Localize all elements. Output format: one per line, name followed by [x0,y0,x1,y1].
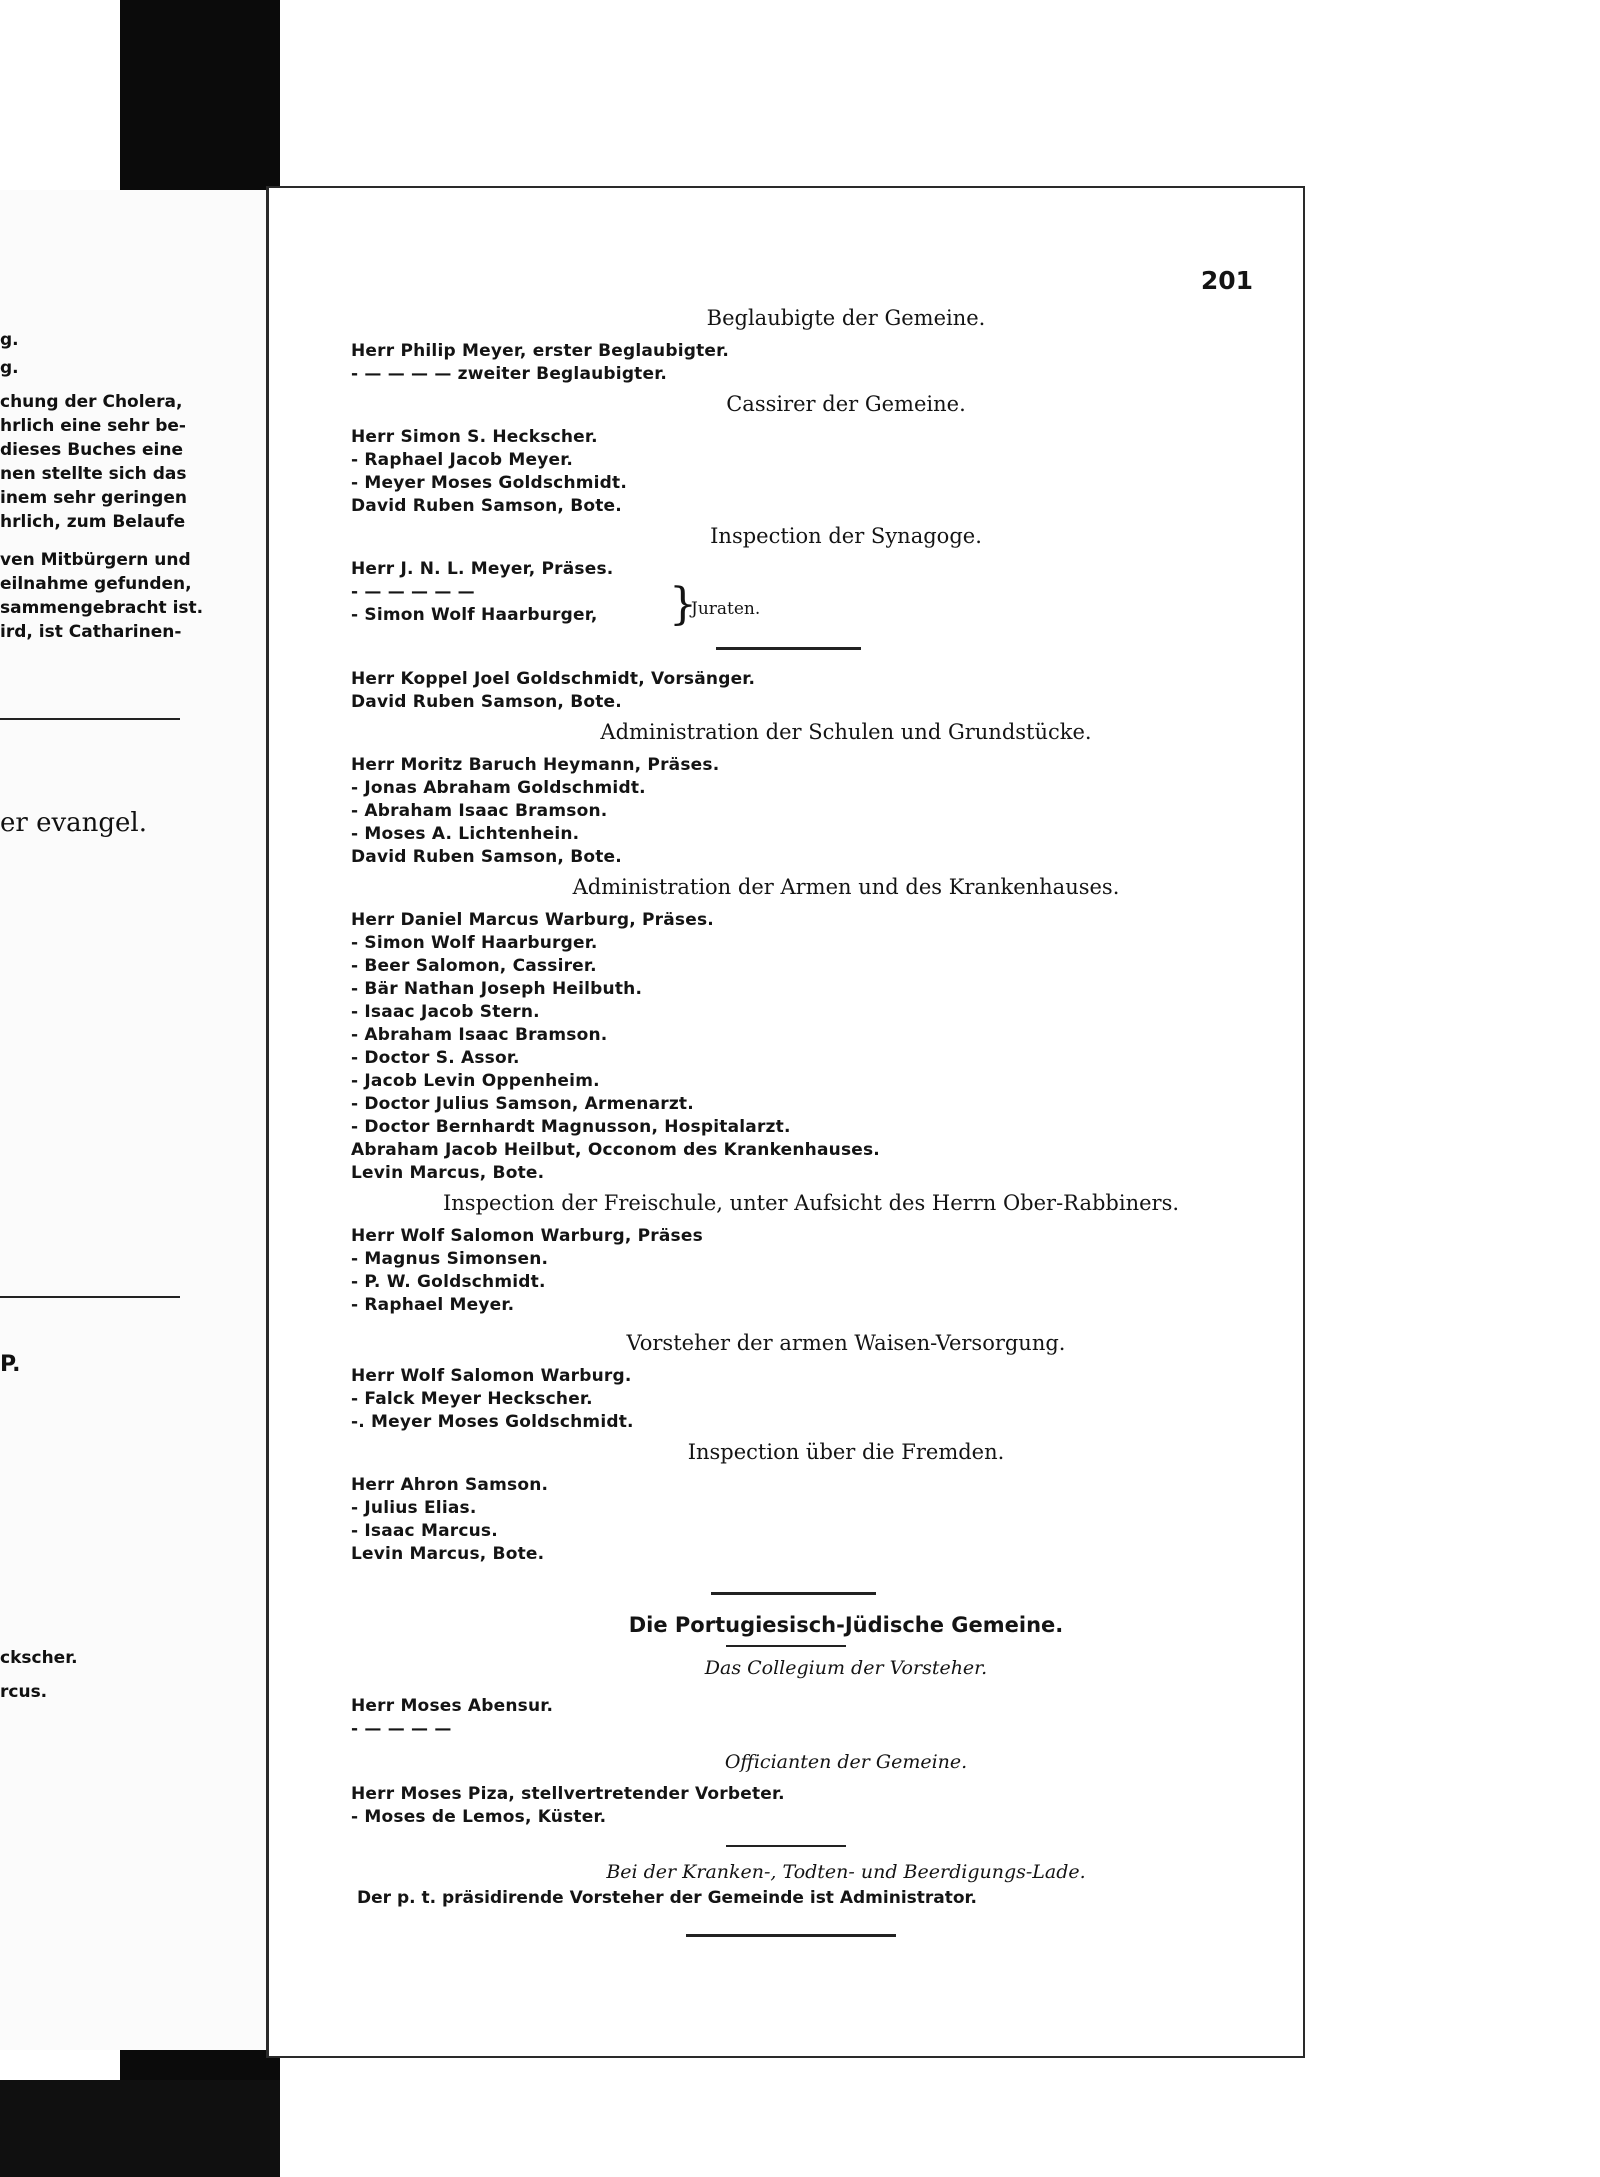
entry: - Jacob Levin Oppenheim. [351,1071,600,1091]
section-synagoge [351,524,1211,629]
entry: - Doctor S. Assor. [351,1048,520,1068]
portuguese-title: Die Portugiesisch-Jüdische Gemeine. [628,1613,1064,1637]
section-title: Administration der Schulen und Grundstücke. [600,720,1092,744]
entry: - — — — — zweiter Beglaubigter. [351,364,668,384]
juraten-label: Juraten. [691,599,761,619]
divider [716,647,861,650]
section-armen [351,875,1211,1185]
entry: Herr Simon S. Heckscher. [351,427,598,447]
entry: - Falck Meyer Heckscher. [351,1389,593,1409]
lade-text: Der p. t. präsidirende Vorsteher der Gemeinde ist Administrator. [357,1888,977,1908]
left-line: eilnahme gefunden, [0,574,192,594]
scan-shadow [0,2080,280,2177]
entry: - Moses A. Lichtenhein. [351,824,580,844]
section-title: Administration der Armen und des Krankenhauses. [572,875,1120,899]
entry: Herr Wolf Salomon Warburg. [351,1366,632,1386]
left-divider [0,1296,180,1298]
divider [726,1845,846,1847]
section-title: Inspection über die Fremden. [687,1440,1005,1464]
left-line: dieses Buches eine [0,440,184,460]
page-content [351,306,1211,1937]
section-cassirer [351,392,1211,518]
page-number: 201 [1200,266,1253,295]
entry: - Julius Elias. [351,1498,477,1518]
entry: - Meyer Moses Goldschmidt. [351,473,628,493]
entry: Herr J. N. L. Meyer, Präses. [351,559,614,579]
entry: David Ruben Samson, Bote. [351,692,622,712]
entry: - Isaac Jacob Stern. [351,1002,540,1022]
entry: - Abraham Isaac Bramson. [351,801,608,821]
entry: Herr Moses Abensur. [351,1696,554,1716]
entry: Herr Philip Meyer, erster Beglaubigter. [351,341,729,361]
end-ornament [686,1934,896,1937]
section-waisen [351,1331,1211,1434]
entry: - P. W. Goldschmidt. [351,1272,546,1292]
entry: Levin Marcus, Bote. [351,1163,545,1183]
divider [711,1592,876,1595]
entry: - Doctor Julius Samson, Armenarzt. [351,1094,694,1114]
left-page-fragment [0,190,268,2050]
left-line: g. [0,358,19,378]
left-line: inem sehr geringen [0,488,187,508]
juraten-group [351,581,1211,629]
entry: Herr Wolf Salomon Warburg, Präses [351,1226,703,1246]
left-line: ckscher. [0,1648,78,1668]
entry: Abraham Jacob Heilbut, Occonom des Krankenhauses. [351,1140,880,1160]
left-line: hrlich eine sehr be- [0,416,186,436]
entry: - Doctor Bernhardt Magnusson, Hospitalarzt. [351,1117,791,1137]
collegium-title: Das Collegium der Vorsteher. [704,1657,988,1679]
left-line: nen stellte sich das [0,464,187,484]
entry: -. Meyer Moses Goldschmidt. [351,1412,634,1432]
section-vorsaenger [351,668,1211,714]
left-divider [0,718,180,720]
left-line: ird, ist Catharinen- [0,622,182,642]
section-schulen [351,720,1211,869]
section-title: Cassirer der Gemeine. [726,392,966,416]
left-line: ven Mitbürgern und [0,550,191,570]
entry: Herr Koppel Joel Goldschmidt, Vorsänger. [351,669,756,689]
entry: - Magnus Simonsen. [351,1249,549,1269]
left-heading: er evangel. [0,808,148,838]
entry: Herr Moses Piza, stellvertretender Vorbeter. [351,1784,785,1804]
section-freischule [351,1191,1211,1317]
entry: - Raphael Meyer. [351,1295,515,1315]
left-line: chung der Cholera, [0,392,183,412]
entry: - Abraham Isaac Bramson. [351,1025,608,1045]
entry: - — — — — [351,1719,452,1739]
entry: David Ruben Samson, Bote. [351,847,622,867]
section-title: Beglaubigte der Gemeine. [706,306,986,330]
section-title: Inspection der Synagoge. [710,524,982,548]
officianten-title: Officianten der Gemeine. [724,1751,968,1773]
left-line: rcus. [0,1682,48,1702]
left-line: g. [0,330,19,350]
entry: - Simon Wolf Haarburger, [351,605,598,625]
left-line: sammengebracht ist. [0,598,204,618]
entry: - — — — — — [351,582,475,602]
entry: - Jonas Abraham Goldschmidt. [351,778,646,798]
entry: - Simon Wolf Haarburger. [351,933,598,953]
divider [726,1645,846,1647]
entry: - Beer Salomon, Cassirer. [351,956,597,976]
right-page [266,186,1305,2058]
entry: - Moses de Lemos, Küster. [351,1807,607,1827]
entry: - Bär Nathan Joseph Heilbuth. [351,979,643,999]
section-title: Vorsteher der armen Waisen-Versorgung. [626,1331,1066,1355]
section-beglaubigte [351,306,1211,386]
entry: Herr Moritz Baruch Heymann, Präses. [351,755,720,775]
section-portugiesisch [351,1613,1211,1937]
entry: Herr Ahron Samson. [351,1475,549,1495]
entry: David Ruben Samson, Bote. [351,496,622,516]
brace-symbol: } [669,579,697,630]
entry: - Raphael Jacob Meyer. [351,450,574,470]
left-line: P. [0,1352,21,1377]
entry: Herr Daniel Marcus Warburg, Präses. [351,910,714,930]
entry: Levin Marcus, Bote. [351,1544,545,1564]
left-line: hrlich, zum Belaufe [0,512,186,532]
section-fremden [351,1440,1211,1566]
entry: - Isaac Marcus. [351,1521,498,1541]
lade-title: Bei der Kranken-, Todten- und Beerdigungs-Lade. [606,1861,1086,1883]
section-title: Inspection der Freischule, unter Aufsicht des Herrn Ober-Rabbiners. [442,1191,1180,1215]
